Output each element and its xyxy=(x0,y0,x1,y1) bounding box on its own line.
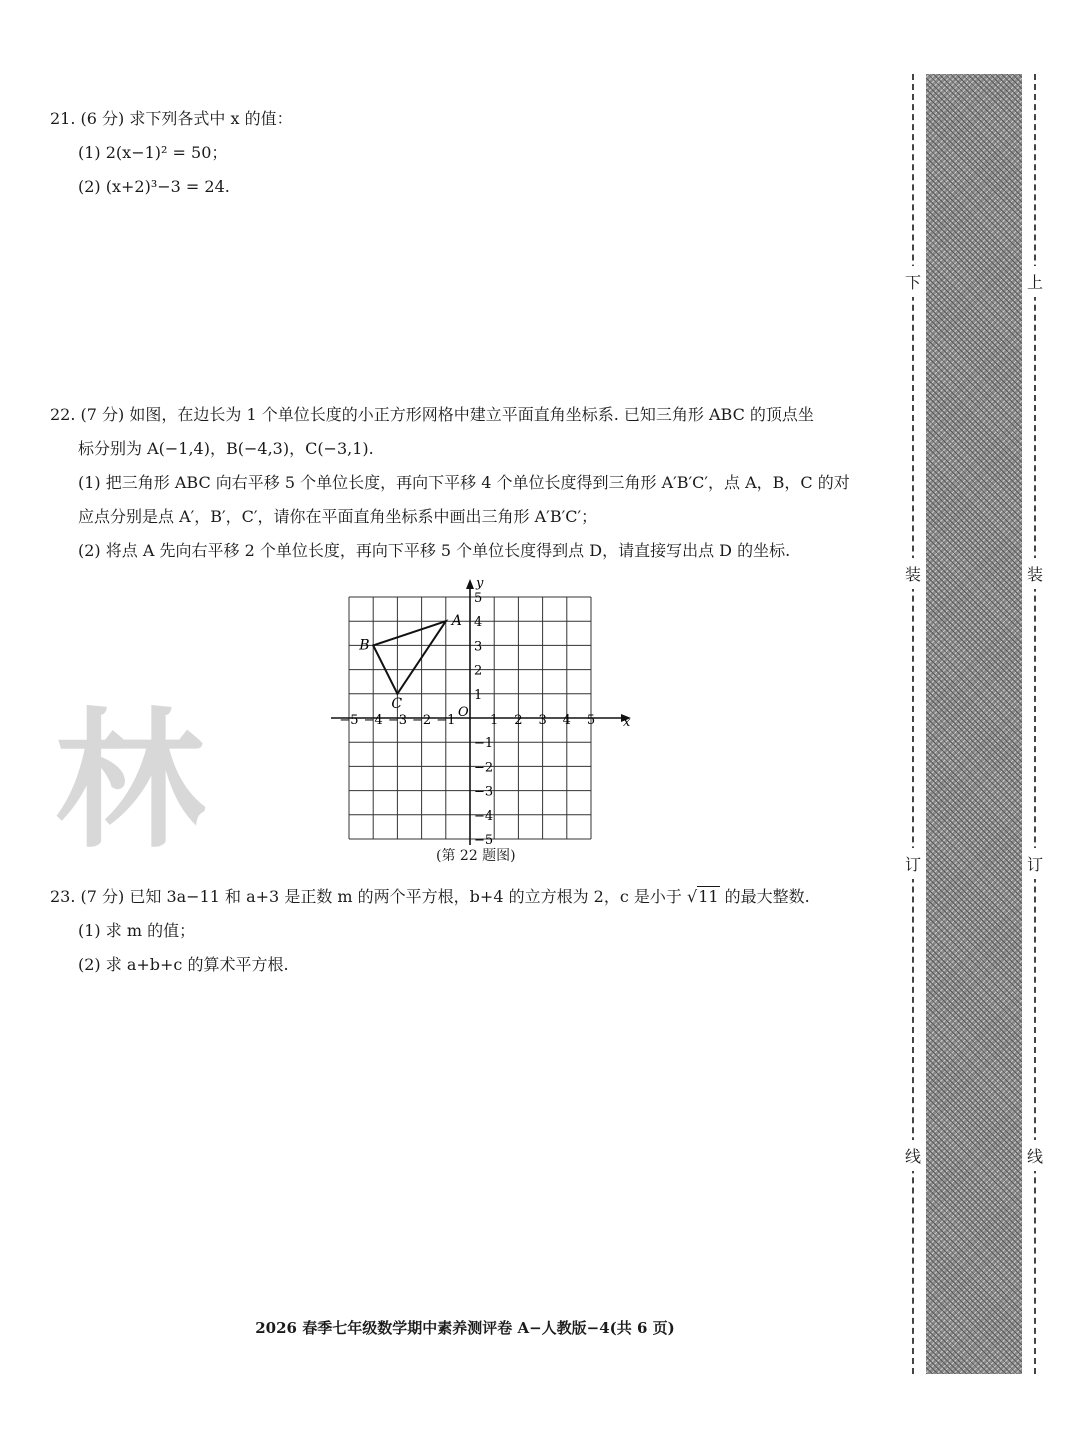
binding-left-char-4: 线 xyxy=(903,1140,923,1171)
y-tick-label: −4 xyxy=(474,808,494,824)
q22-stem-line1: 22. (7 分) 如图，在边长为 1 个单位长度的小正方形网格中建立平面直角坐标系. 已知三角形 ABC 的顶点坐 xyxy=(50,405,814,424)
y-tick-label: 1 xyxy=(474,687,483,703)
x-tick-label: 4 xyxy=(562,713,571,728)
binding-right-char-4: 线 xyxy=(1025,1140,1045,1171)
y-tick-label: 5 xyxy=(474,591,483,606)
x-tick-label: −2 xyxy=(412,713,432,728)
y-axis-arrow xyxy=(466,579,474,589)
q23-stem-a: 23. (7 分) 已知 3a−11 和 a+3 是正数 m 的两个平方根，b+4 的立方根为 2，c 是小于 xyxy=(50,887,682,906)
triangle-abc xyxy=(373,621,446,694)
x-tick-label: 3 xyxy=(538,713,547,728)
question-22 xyxy=(50,398,890,568)
y-tick-label: −5 xyxy=(474,833,494,845)
y-tick-label: −1 xyxy=(474,736,494,752)
question-21 xyxy=(50,102,890,204)
y-tick-label: 2 xyxy=(474,663,483,679)
y-tick-label: 3 xyxy=(474,639,483,655)
binding-left-char-1: 下 xyxy=(903,266,923,297)
binding-left-char-3: 订 xyxy=(903,848,923,879)
binding-right-char-3: 订 xyxy=(1025,848,1045,879)
binding-right-char-1: 上 xyxy=(1025,266,1045,297)
vertex-label-b: B xyxy=(359,637,370,654)
question-23 xyxy=(50,880,890,982)
coordinate-grid-figure xyxy=(325,565,635,845)
q23-part2: (2) 求 a+b+c 的算术平方根. xyxy=(78,955,289,974)
x-tick-label: −4 xyxy=(363,713,383,728)
sqrt-arg: 11 xyxy=(698,887,719,906)
x-tick-label: −3 xyxy=(387,713,407,728)
x-tick-label: −1 xyxy=(436,713,456,728)
x-tick-label: −5 xyxy=(339,713,359,728)
q22-part1-line1: (1) 把三角形 ABC 向右平移 5 个单位长度，再向下平移 4 个单位长度得到三角形 A′B′C′，点 A，B，C 的对 xyxy=(78,473,850,492)
q23-stem xyxy=(50,880,890,914)
y-axis-label: y xyxy=(476,576,484,591)
binding-strip xyxy=(926,74,1022,1374)
page-footer: 2026 春季七年级数学期中素养测评卷 A−人教版−4(共 6 页) xyxy=(255,1319,675,1337)
q22-part2: (2) 将点 A 先向右平移 2 个单位长度，再向下平移 5 个单位长度得到点 D，请直接写出点 D 的坐标. xyxy=(78,541,791,560)
q23-part1: (1) 求 m 的值； xyxy=(78,921,196,940)
q23-stem-b: 的最大整数. xyxy=(724,887,810,906)
x-tick-label: 1 xyxy=(490,713,499,728)
y-tick-label: 4 xyxy=(474,615,483,631)
watermark: 林 xyxy=(55,695,206,869)
q22-stem-line2: 标分别为 A(−1,4)，B(−4,3)，C(−3,1). xyxy=(78,439,374,458)
x-tick-label: 2 xyxy=(514,713,523,728)
y-tick-label: −2 xyxy=(474,760,494,776)
vertex-label-a: A xyxy=(451,613,462,630)
q21-stem: 21. (6 分) 求下列各式中 x 的值： xyxy=(50,109,293,128)
q21-part2: (2) (x+2)³−3 = 24. xyxy=(78,177,230,196)
x-axis-label: x xyxy=(623,715,631,730)
origin-label: O xyxy=(458,705,469,720)
q21-part1: (1) 2(x−1)² = 50； xyxy=(78,143,228,162)
y-tick-label: −3 xyxy=(474,784,494,800)
x-tick-label: 5 xyxy=(586,713,596,728)
figure-caption: (第 22 题图) xyxy=(436,848,516,864)
binding-left-char-2: 装 xyxy=(903,558,923,589)
sqrt-sign: √ xyxy=(687,887,698,906)
vertex-label-c: C xyxy=(391,695,403,712)
binding-right-char-2: 装 xyxy=(1025,558,1045,589)
q22-part1-line2: 应点分别是点 A′，B′，C′，请你在平面直角坐标系中画出三角形 A′B′C′； xyxy=(78,507,598,526)
